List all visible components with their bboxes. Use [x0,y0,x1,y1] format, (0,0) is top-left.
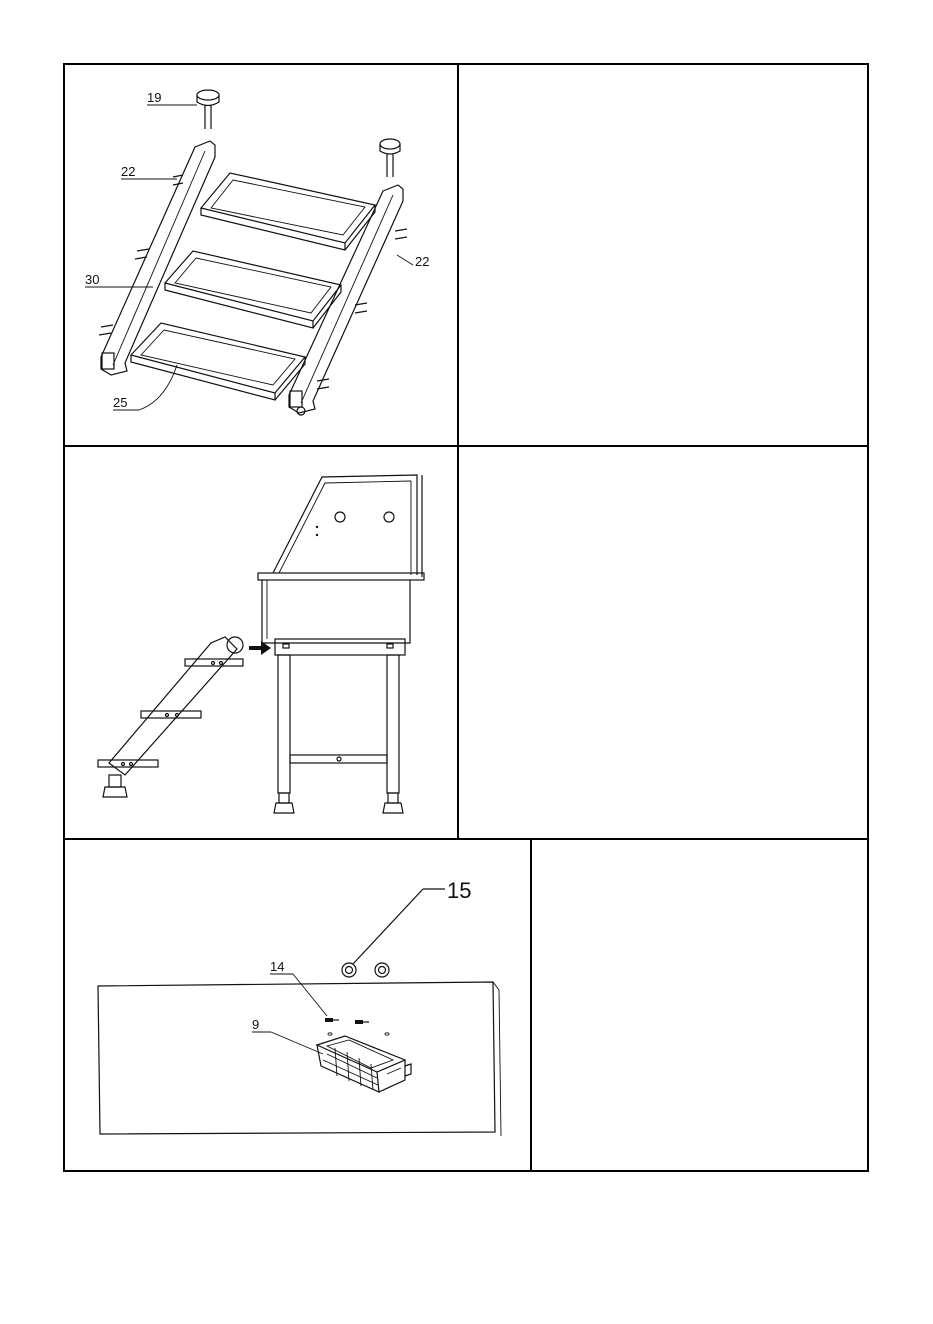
svg-text:22: 22 [415,254,430,269]
callout-15 [353,878,471,964]
instruction-sheet [63,63,869,1172]
text-cell-steps-exploded [459,65,867,445]
step-tread-top [201,173,375,250]
step-row-3 [63,838,869,1172]
tub-back-panel [98,982,501,1136]
callout-9 [252,1017,323,1054]
steps-exploded-diagram [65,65,457,445]
wire-basket [317,1036,411,1092]
callout-30 [85,272,153,287]
svg-text:30: 30 [85,272,100,287]
steps-attach-diagram [65,447,457,838]
callout-14 [270,959,327,1016]
diagram-cell-basket-mount [65,840,530,1170]
leveling-foot-knob-left [197,90,219,129]
grommet-15-left [342,963,356,977]
step-row-1 [63,63,869,447]
step-tread-bottom [131,323,305,400]
text-cell-basket-mount [532,840,867,1170]
svg-text:19: 19 [147,90,162,105]
svg-text:14: 14 [270,959,285,974]
screws-14 [325,1018,389,1035]
callout-19 [147,90,197,105]
text-cell-steps-attach [459,447,867,838]
leveling-foot-knob-right [380,139,400,177]
callout-22-right [397,254,429,269]
screws [99,175,407,389]
side-rail-right [289,185,403,415]
svg-text:15: 15 [447,878,472,903]
grommet-15-right [375,963,389,977]
callout-22-left [121,164,177,179]
steps-side-view [98,637,243,797]
grooming-tub [258,475,424,655]
svg-text:9: 9 [252,1017,260,1032]
svg-text:25: 25 [113,395,128,410]
diagram-cell-steps-exploded [65,65,457,445]
step-tread-middle [165,251,341,328]
basket-mount-diagram [65,840,530,1170]
tub-stand [274,655,403,813]
svg-text:22: 22 [121,164,136,179]
step-row-2 [63,445,869,840]
diagram-cell-steps-attach [65,447,457,838]
